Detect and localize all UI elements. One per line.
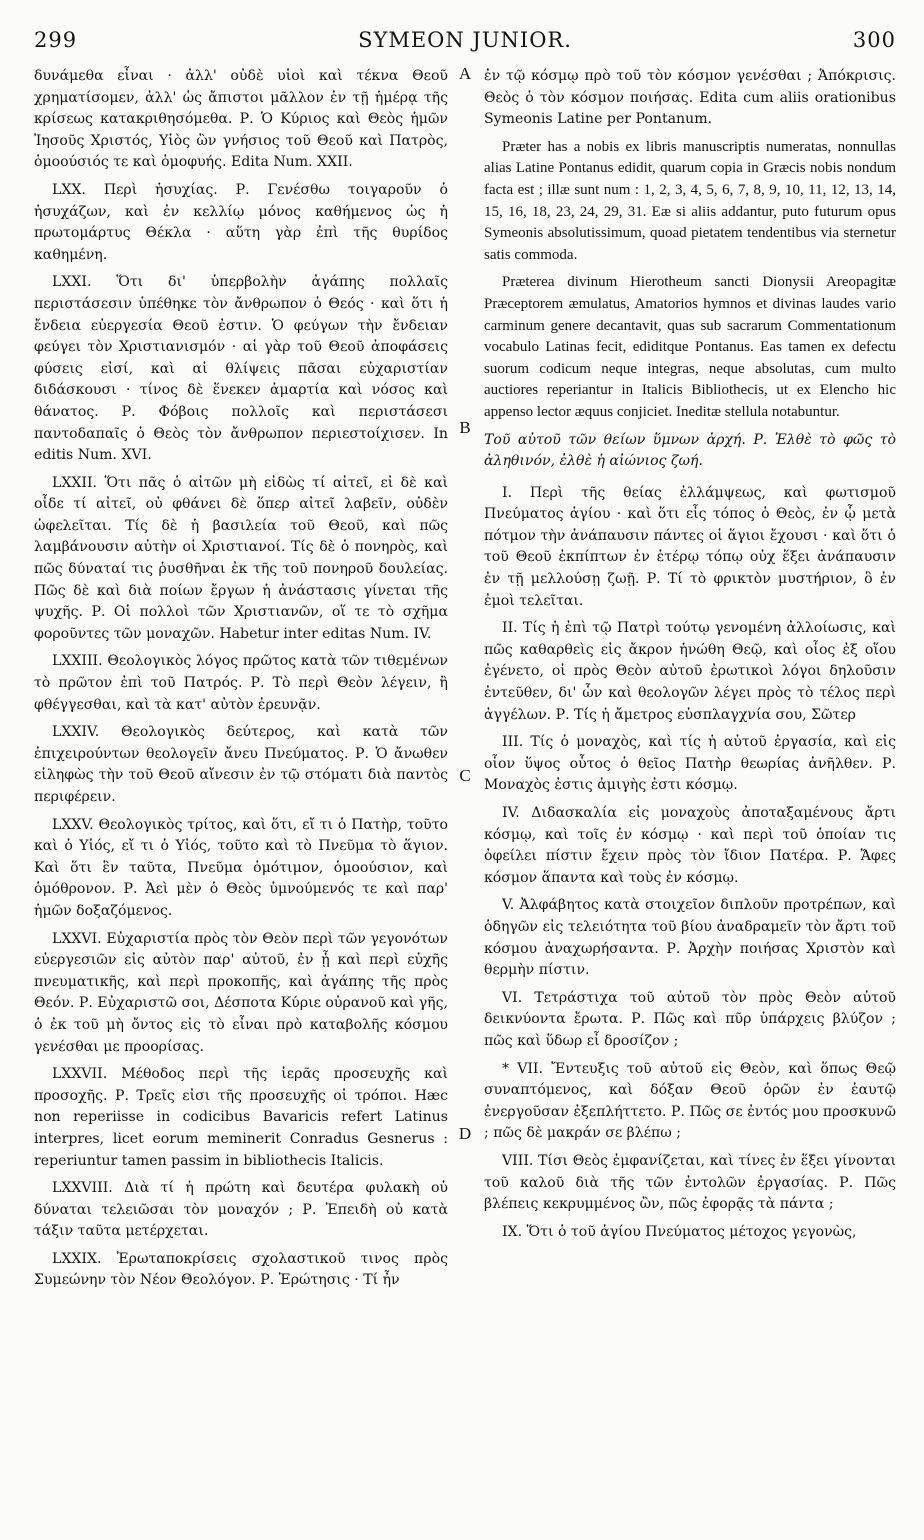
paragraph: LXXIV. Θεολογικὸς δεύτερος, καὶ κατὰ τῶν ἐπιχειρούντων θεολογεῖν ἄνευ Πνεύματος. Ρ. Ὁ ἄνωθεν εἰληφὼς τὴν τοῦ Θεοῦ αἴνεσιν ἐν τῷ στόματι διὰ παντὸς περιφέρειν. xyxy=(34,724,448,805)
paragraph: LXXVIII. Διὰ τί ἡ πρώτη καὶ δευτέρα φυλακὴ οὐ δύναται τελειῶσαι τὸν μοναχόν ; Ρ. Ἐπειδὴ οὐ κατὰ τάξιν ταῦτα μετέρχεται. xyxy=(34,1180,448,1240)
paragraph: LXXIX. Ἐρωταποκρίσεις σχολαστικοῦ τινος πρὸς Συμεώνην τὸν Νέον Θεολόγον. Ρ. Ἐρώτησις · Τί ἦν xyxy=(34,1250,448,1289)
right-column xyxy=(484,66,896,1520)
paragraph: Præter has a nobis ex libris manuscriptis numeratas, nonnullas alias Latine Pontanus edidit, quarum copia in Græcis nobis nondum facta est ; illæ sunt num : 1, 2, 3, 4, 5, 6, 7, 8, 9, 10, 11, 12, 13, 14, 15, 16, 18, 23, 24, 29, 31. Eæ si aliis addantur, puto futurum opus Symeonis absolutissimum, quoad pietatem tendentibus via sternetur satis commoda. xyxy=(484,138,896,263)
left-column xyxy=(34,66,448,1520)
paragraph: * VII. Ἔντευξις τοῦ αὐτοῦ εἰς Θεὸν, καὶ ὅπως Θεῷ συναπτόμενος, καὶ δόξαν Θεοῦ ὁρῶν ἐν ἑαυτῷ ἐνεργοῦσαν ἐξεπλήττετο. Ρ. Πῶς σε ἐντός μου προσκυνῶ ; πῶς δὲ μακράν σε βλέπω ; xyxy=(484,1060,896,1142)
margin-letter-a: A xyxy=(458,64,472,83)
hymns-title: Τοῦ αὐτοῦ τῶν θείων ὕμνων ἀρχή. Ρ. Ἐλθὲ τὸ φῶς τὸ ἀληθινόν, ἐλθὲ ἡ αἰώνιος ζωή. xyxy=(484,431,896,470)
paragraph: δυνάμεθα εἶναι · ἀλλ' οὐδὲ υἱοὶ καὶ τέκνα Θεοῦ χρηματίσομεν, ἀλλ' ὡς ἄπιστοι μᾶλλον ἐν τῇ ἡμέρᾳ τῆς κρίσεως κατακριθησόμεθα. Ρ. Ὁ Κύριος καὶ Θεὸς ἡμῶν Ἰησοῦς Χριστός, Υἱὸς ὢν γνήσιος τοῦ Θεοῦ καὶ Πατρὸς, ὁμοούσιός τε καὶ ὁμοφυής. Edita Num. XXII. xyxy=(34,68,448,171)
margin-letter-c: C xyxy=(459,766,471,785)
paragraph: VIII. Τίσι Θεὸς ἐμφανίζεται, καὶ τίνες ἐν ἕξει γίνονται τοῦ καλοῦ διὰ τῆς τῶν ἐντολῶν ἐργασίας. Ρ. Πῶς βλέπεις κεκρυμμένος ὢν, πῶς ἐφορᾷς τὰ πάντα ; xyxy=(484,1152,896,1213)
paragraph: LXX. Περὶ ἡσυχίας. Ρ. Γενέσθω τοιγαροῦν ὁ ἡσυχάζων, καὶ ἐν κελλίῳ μόνος καθήμενος ὡς ἡ πρωτομάρτυς Θέκλα · αὕτη γὰρ ἐπὶ τῆς θυρίδος καθημένη. xyxy=(34,181,448,263)
paragraph: I. Περὶ τῆς θείας ἐλλάμψεως, καὶ φωτισμοῦ Πνεύματος ἁγίου · καὶ ὅτι εἷς τόπος ὁ Θεὸς, ἐν ᾧ μετὰ πότμον τὴν ἀνάπαυσιν πάντες οἱ ἅγιοι ἔχουσι · καὶ ὅτι ὁ τοῦ Θεοῦ ἐκπίπτων ἐν ἑτέρῳ τόπῳ οὐχ ἕξει ἀνάπαυσιν ἐν τῇ μελλούσῃ ζωῇ. Ρ. Τί τὸ φρικτὸν μυστήριον, ὃ ἐν ἐμοὶ τελεῖται. xyxy=(484,484,896,609)
paragraph: Præterea divinum Hierotheum sancti Dionysii Areopagitæ Præceptorem æmulatus, Amatorios hymnos et divinas laudes vario carminum genere decantavit, quas sub sacrarum Commentationum vocabulo Latinas fecit, ediditque Pontanus. Eas tamen ex defectu suorum codicum neque integras, neque absolutas, cum multo auctiores reperiantur in Italicis Bibliothecis, ut ex Elencho hic appenso lector æquus conjiciet. Ineditæ stellula notabuntur. xyxy=(484,274,896,420)
paragraph: VI. Τετράστιχα τοῦ αὐτοῦ τὸν πρὸς Θεὸν αὐτοῦ δεικνύοντα ἔρωτα. Ρ. Πῶς καὶ πῦρ ὑπάρχεις βλύζον ; πῶς καὶ ὕδωρ εἶ δροσίζον ; xyxy=(484,989,896,1049)
paragraph: IX. Ὅτι ὁ τοῦ ἁγίου Πνεύματος μέτοχος γεγονὼς, xyxy=(502,1223,857,1240)
paragraph: II. Τίς ἡ ἐπὶ τῷ Πατρὶ τούτῳ γενομένη ἀλλοίωσις, καὶ πῶς καθαρθεὶς εἰς ἄκρον ἡνώθη Θεῷ, καὶ οἷος ἐξ οἵου ἐγένετο, οἱ πρὸς Θεὸν αὐτοῦ ἐρωτικοὶ λόγοι δηλοῦσιν ἐντεῦθεν, δι' ὧν καὶ θεολογῶν λέγει πρὸς τὸ τέλος περὶ ἀγγέλων. Ρ. Τίς ἡ ἄμετρος εὐσπλαγχνία σου, Σῶτερ xyxy=(484,620,896,723)
paragraph: LXXII. Ὅτι πᾶς ὁ αἰτῶν μὴ εἰδὼς τί αἰτεῖ, εἰ δὲ καὶ οἶδε τί αἰτεῖ, οὐ φθάνει δὲ ὅπερ αἰτεῖ λαβεῖν, οὐδὲν ὠφελεῖται. Τίς δὲ ἡ βασιλεία τοῦ Θεοῦ, καὶ πῶς λαμβάνουσιν αὐτὴν οἱ Χριστιανοί. Τίς δὲ ὁ πονηρὸς, καὶ πῶς δύναταί τις ῥυσθῆναι ἐκ τῆς τοῦ πονηροῦ δουλείας. Πῶς δὲ καὶ διὰ ποίων ἔργων ἡ ἀνάστασις γίνεται τῆς ψυχῆς. Ρ. Οἱ πολλοὶ τῶν Χριστιανῶν, οἵ τε τὸ σχῆμα φοροῦντες τῶν μοναχῶν. Habetur inter editas Num. IV. xyxy=(34,474,448,642)
paragraph: LXXI. Ὅτι δι' ὑπερβολὴν ἀγάπης πολλαῖς περιστάσεσιν ὑπέθηκε τὸν ἄνθρωπον ὁ Θεός · καὶ ὅτι ἡ ἔνδεια εὐεργεσία Θεοῦ ἐστιν. Ὁ φεύγων τὴν ἔνδειαν φεύγει τὸν Χριστιανισμόν · αἱ γὰρ τοῦ Θεοῦ ἀποφάσεις φύσεις εἰσί, καὶ αἱ θλίψεις πᾶσαι εὐχαριστίαν διδάσκουσι · τίνος δὲ ἕνεκεν ἁμαρτία καὶ νόσος καὶ θάνατος. Ρ. Φόβοις πολλοῖς καὶ περιστάσεσι παντοδαπαῖς ὁ Θεὸς τὸν ἄνθρωπον περιεστοίχισεν. In editis Num. XVI. xyxy=(34,274,448,464)
running-title: SYMEON JUNIOR. xyxy=(358,28,572,52)
paragraph: IV. Διδασκαλία εἰς μοναχοὺς ἀποταξαμένους ἄρτι κόσμῳ, καὶ τοῖς ἐν κόσμῳ · καὶ περὶ τοῦ ὁποίαν τις ὀφείλει πίστιν ἔχειν πρὸς τὸν ἴδιον Πατέρα. Ρ. Ἄφες κόσμον ἅπαντα καὶ τοὺς ἐν κόσμῳ. xyxy=(484,805,896,886)
margin-letter-d: D xyxy=(458,1124,472,1143)
paragraph: III. Τίς ὁ μοναχὸς, καὶ τίς ἡ αὐτοῦ ἐργασία, καὶ εἰς οἷον ὕψος οὗτος ὁ θεῖος Πατὴρ θεωρίας ἀνῆλθεν. Ρ. Μοναχὸς ἐστις ἀμιγὴς ἐστι κόσμῳ. xyxy=(484,734,896,794)
paragraph: LXXVI. Εὐχαριστία πρὸς τὸν Θεὸν περὶ τῶν γεγονότων εὐεργεσιῶν εἰς αὐτὸν παρ' αὐτοῦ, ἐν ᾗ καὶ περὶ εὐχῆς πνευματικῆς, καὶ περὶ προκοπῆς, καὶ ἀγάπης τῆς πρὸς Θεόν. Ρ. Εὐχαριστῶ σοι, Δέσποτα Κύριε οὐρανοῦ καὶ γῆς, ὁ ἐκ τοῦ μὴ ὄντος εἰς τὸ εἶναι πρὸ καταβολῆς κόσμου γενέσθαι με προορίσας. xyxy=(34,930,448,1055)
page-number-left: 299 xyxy=(34,28,78,52)
paragraph: LXXIII. Θεολογικὸς λόγος πρῶτος κατὰ τῶν τιθεμένων τὸ πρῶτον ἐπὶ τοῦ Πατρός. Ρ. Τὸ περὶ Θεὸν λέγειν, ἢ φθέγγεσθαι, καὶ τὰ κατ' αὐτὸν ἐρευνᾷν. xyxy=(34,653,448,713)
paragraph: LXXVII. Μέθοδος περὶ τῆς ἱερᾶς προσευχῆς καὶ προσοχῆς. Ρ. Τρεῖς εἰσι τῆς προσευχῆς οἱ τρόποι. Hæc non reperiisse in codicibus Bavaricis refert Latinus interpres, licet eorum meminerit Conradus Gesnerus : reperiuntur tamen passim in bibliothecis Italicis. xyxy=(34,1066,448,1169)
paragraph: ἐν τῷ κόσμῳ πρὸ τοῦ τὸν κόσμον γενέσθαι ; Ἀπόκρισις. Θεὸς ὁ τὸν κόσμον ποιήσας. Edita cum aliis orationibus Symeonis Latine per Pontanum. xyxy=(484,68,896,128)
paragraph: LXXV. Θεολογικὸς τρίτος, καὶ ὅτι, εἴ τι ὁ Πατὴρ, τοῦτο καὶ ὁ Υἱός, εἴ τι ὁ Υἱός, τοῦτο καὶ τὸ Πνεῦμα τὸ ἅγιον. Καὶ ὅτι ἓν ταῦτα, Πνεῦμα ὁμότιμον, ὁμοούσιον, καὶ ὁμόθρονον. Ρ. Ἀεὶ μὲν ὁ Θεὸς ὑμνούμενός τε καὶ παρ' ἡμῶν δοξαζόμενος. xyxy=(34,816,448,919)
page-number-right: 300 xyxy=(852,28,896,52)
page-header xyxy=(34,28,896,64)
paragraph: V. Ἀλφάβητος κατὰ στοιχεῖον διπλοῦν προτρέπων, καὶ ὁδηγῶν εἰς τελειότητα τοῦ βίου ἀναδραμεῖν τὸν ἄρτι τοῦ κόσμου ἀναχωρήσαντα. Ρ. Ἀρχὴν ποιήσας Χριστὸν καὶ θερμὴν πίστιν. xyxy=(484,897,896,979)
margin-letter-b: B xyxy=(459,418,471,437)
